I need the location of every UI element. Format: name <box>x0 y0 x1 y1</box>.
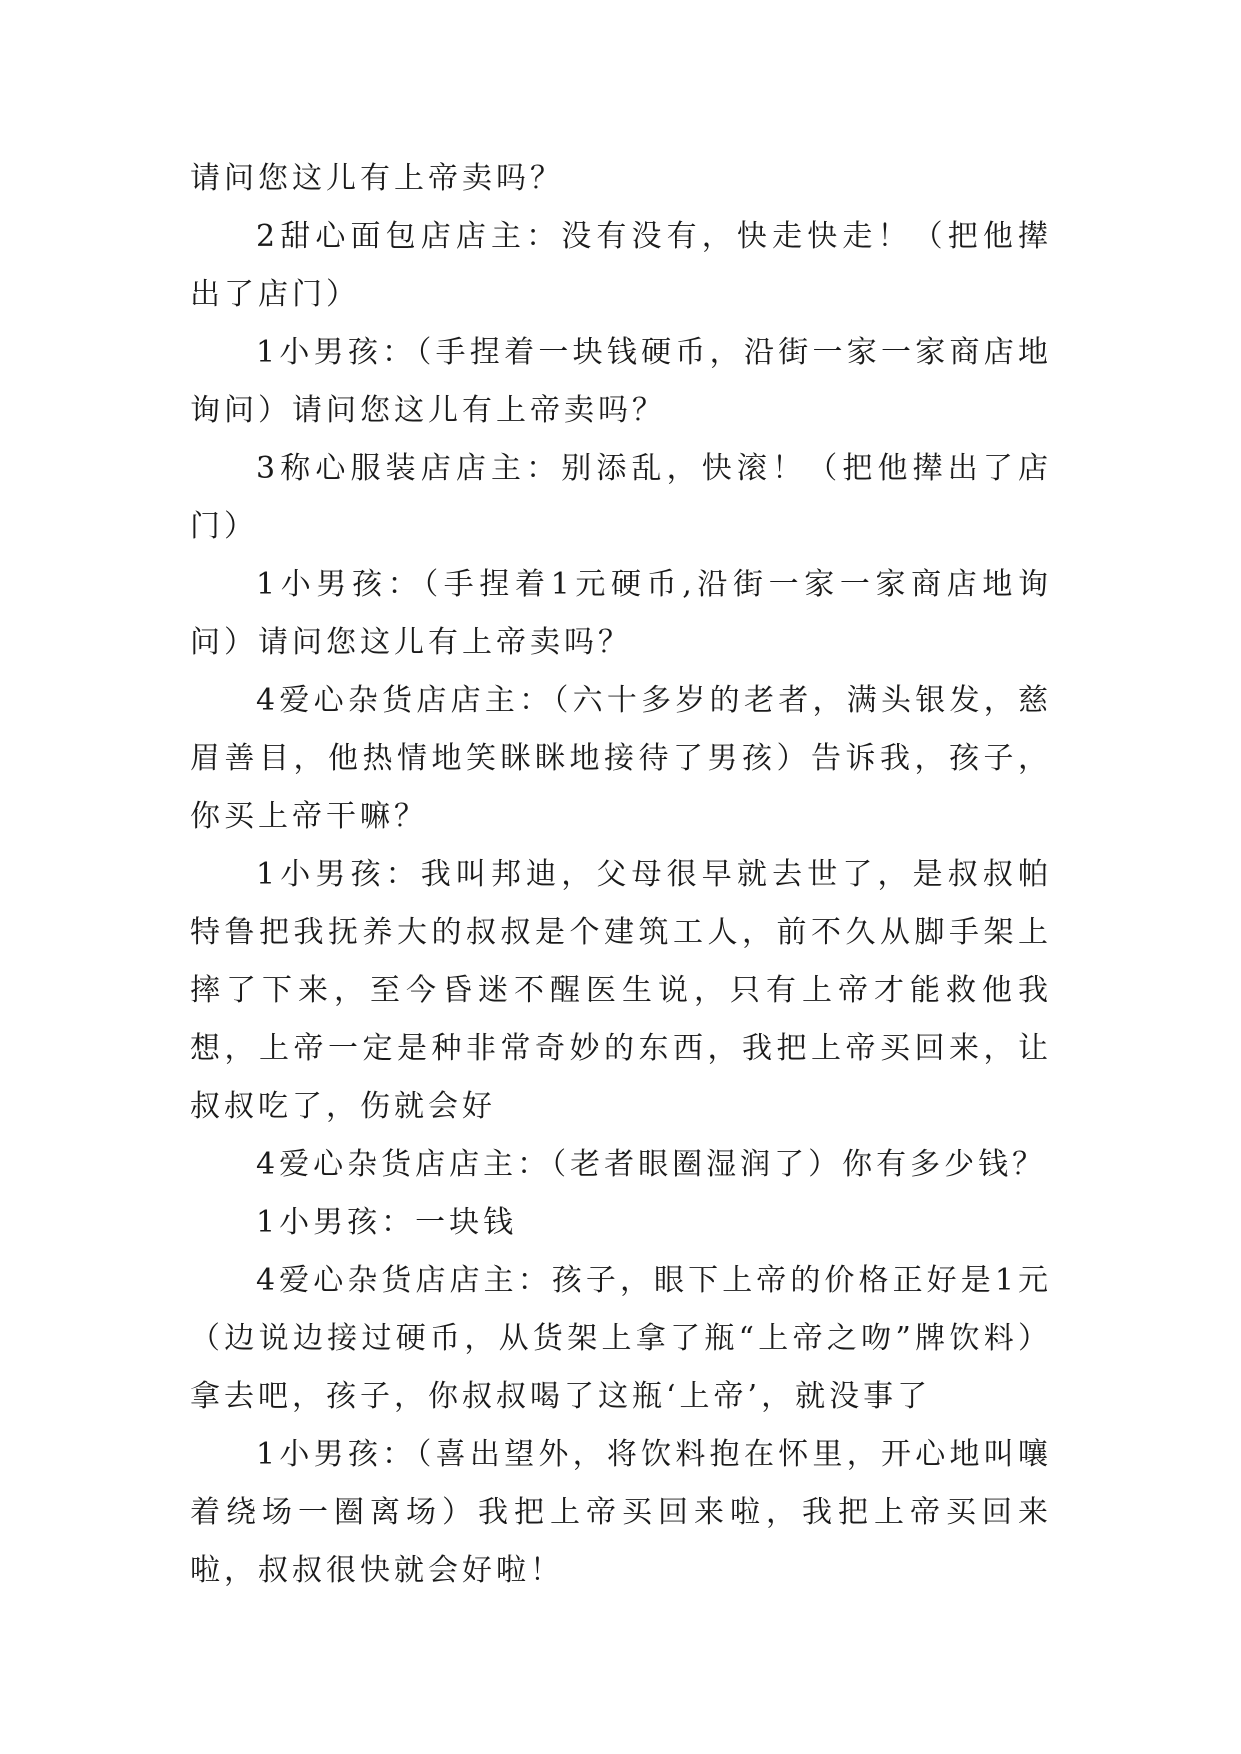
paragraph-9: 1小男孩：一块钱 <box>256 1205 518 1240</box>
paragraph-1: 请问您这儿有上帝卖吗？ <box>190 161 564 196</box>
paragraph-8: 4爱心杂货店店主：（老者眼圈湿润了）你有多少钱？ <box>256 1147 1047 1182</box>
paragraph-6: 4爱心杂货店店主：（六十多岁的老者，满头银发，慈眉善目，他热情地笑眯眯地接待了男孩）告诉我，孩子，你买上帝干嘛？ <box>190 683 1052 834</box>
paragraph-3: 1小男孩：（手捏着一块钱硬币，沿街一家一家商店地询问）请问您这儿有上帝卖吗？ <box>190 335 1052 428</box>
paragraph-11: 1小男孩：（喜出望外，将饮料抱在怀里，开心地叫嚷着绕场一圈离场）我把上帝买回来啦，我把上帝买回来啦，叔叔很快就会好啦！ <box>190 1437 1052 1588</box>
paragraph-10: 4爱心杂货店店主：孩子，眼下上帝的价格正好是1元（边说边接过硬币，从货架上拿了瓶“上帝之吻”牌饮料）拿去吧，孩子，你叔叔喝了这瓶‘上帝’，就没事了 <box>190 1263 1052 1414</box>
paragraph-7: 1小男孩：我叫邦迪，父母很早就去世了，是叔叔帕特鲁把我抚养大的叔叔是个建筑工人，前不久从脚手架上摔了下来，至今昏迷不醒医生说，只有上帝才能救他我想，上帝一定是种非常奇妙的东西，我把上帝买回来，让叔叔吃了，伤就会好 <box>190 857 1052 1124</box>
paragraph-4: 3称心服装店店主：别添乱，快滚！（把他撵出了店门） <box>190 451 1052 544</box>
paragraph-5: 1小男孩：（手捏着1元硬币,沿街一家一家商店地询问）请问您这儿有上帝卖吗？ <box>190 567 1052 660</box>
paragraph-2: 2甜心面包店店主：没有没有，快走快走！（把他撵出了店门） <box>190 219 1052 312</box>
document-body <box>190 150 1052 1600</box>
